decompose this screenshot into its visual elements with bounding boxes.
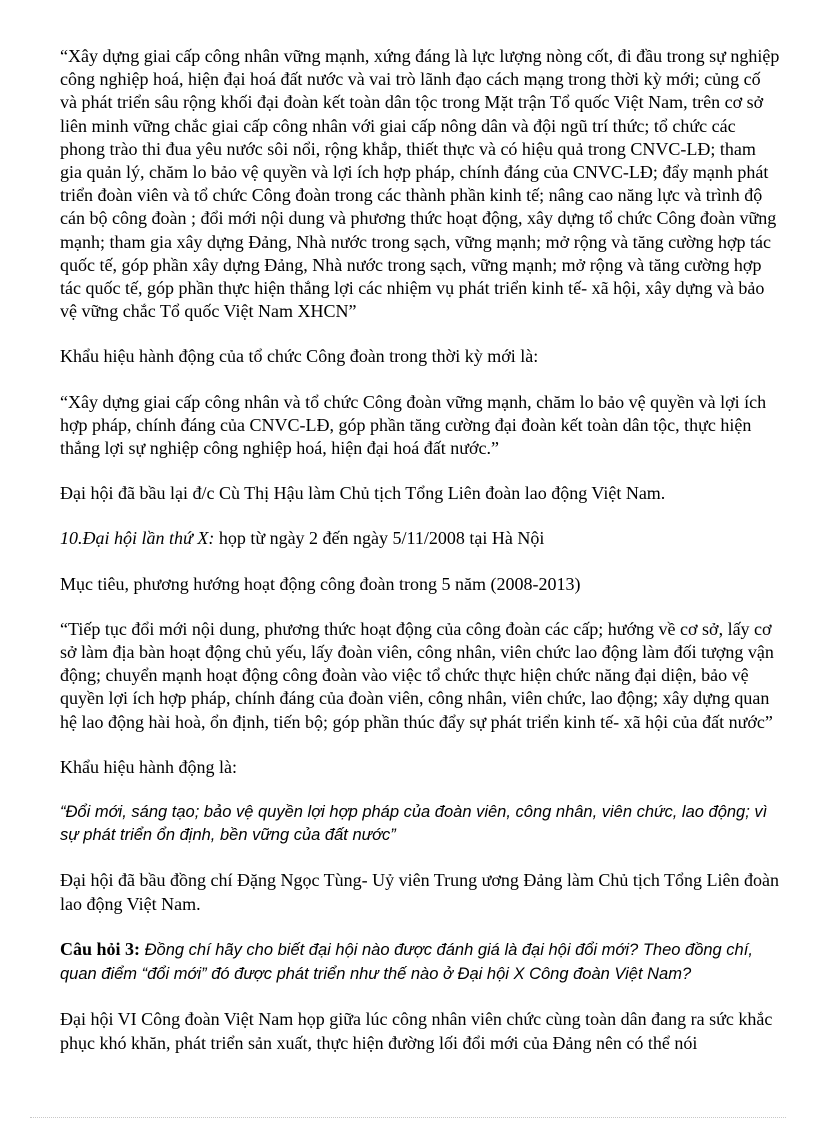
paragraph-slogan-ix: “Xây dựng giai cấp công nhân và tổ chức Công đoàn vững mạnh, chăm lo bảo vệ quyền và lợi ích hợp pháp, chính đáng của CNVC-LĐ, góp phần tăng cường đại đoàn kết toàn dân tộc, thực hiện thắng lợi sự nghiệp công nghiệp hoá, hiện đại hoá đất nước.”	[60, 391, 767, 459]
congress-x-label: 10.Đại hội lần thứ X:	[60, 528, 215, 549]
paragraph-congress-x-heading	[60, 527, 780, 550]
question-3-text: Đồng chí hãy cho biết đại hội nào được đánh giá là đại hội đổi mới? Theo đồng chí, quan điểm “đổi mới” đó được phát triển như thế nào ở Đại hội X Công đoàn Việt Nam?	[60, 940, 753, 984]
paragraph-goals-x: “Tiếp tục đổi mới nội dung, phương thức hoạt động của công đoàn các cấp; hướng về cơ sở, lấy cơ sở làm địa bàn hoạt động chủ yếu, lấy đoàn viên, công nhân, viên chức lao động làm đối tượng vận động; chuyển mạnh hoạt động công đoàn vào việc tổ chức thực hiện chức năng đại diện, bảo vệ quyền lợi ích hợp pháp, chính đáng của đoàn viên, công nhân, viên chức, lao động; xây dựng quan hệ lao động hài hoà, ổn định, tiến bộ; góp phần thúc đẩy sự phát triển kinh tế- xã hội của đất nước”	[60, 618, 774, 732]
paragraph-slogan-x-intro: Khẩu hiệu hành động là:	[60, 756, 237, 777]
paragraph-election-x: Đại hội đã bầu đồng chí Đặng Ngọc Tùng- Uỷ viên Trung ương Đảng làm Chủ tịch Tổng Liên đoàn lao động Việt Nam.	[60, 870, 780, 914]
page-bottom-rule	[30, 1117, 786, 1118]
question-3-label: Câu hỏi 3:	[60, 938, 141, 959]
document-page	[60, 45, 780, 1077]
paragraph-answer-3: Đại hội VI Công đoàn Việt Nam họp giữa lúc công nhân viên chức cùng toàn dân đang ra sức khắc phục khó khăn, phát triển sản xuất, thực hiện đường lối đổi mới của Đảng nên có thể nói	[60, 1009, 773, 1053]
paragraph-election-ix: Đại hội đã bầu lại đ/c Cù Thị Hậu làm Chủ tịch Tổng Liên đoàn lao động Việt Nam.	[60, 483, 666, 504]
paragraph-goals-x-heading: Mục tiêu, phương hướng hoạt động công đoàn trong 5 năm (2008-2013)	[60, 573, 581, 594]
congress-x-date: họp từ ngày 2 đến ngày 5/11/2008 tại Hà Nội	[214, 528, 545, 549]
paragraph-question-3	[60, 938, 780, 986]
paragraph-slogan-x: “Đổi mới, sáng tạo; bảo vệ quyền lợi hợp pháp của đoàn viên, công nhân, viên chức, lao động; vì sự phát triển ổn định, bền vững của đất nước”	[60, 803, 768, 845]
paragraph-slogan-intro: Khẩu hiệu hành động của tổ chức Công đoàn trong thời kỳ mới là:	[60, 346, 539, 367]
paragraph-congress-ix-goals: “Xây dựng giai cấp công nhân vững mạnh, xứng đáng là lực lượng nòng cốt, đi đầu trong sự nghiệp công nghiệp hoá, hiện đại hoá đất nước và vai trò lãnh đạo cách mạng trong thời kỳ mới; củng cố và phát triển sâu rộng khối đại đoàn kết toàn dân tộc trong Mặt trận Tổ quốc Việt Nam, trên cơ sở liên minh vững chắc giai cấp công nhân với giai cấp nông dân và đội ngũ trí thức; tổ chức các phong trào thi đua yêu nước sôi nổi, rộng khắp, thiết thực và có hiệu quả trong CNVC-LĐ; tham gia quản lý, chăm lo bảo vệ quyền và lợi ích hợp pháp, chính đáng của CNVC-LĐ; đẩy mạnh phát triển đoàn viên và tổ chức Công đoàn trong các thành phần kinh tế; nâng cao năng lực và trình độ cán bộ công đoàn ; đổi mới nội dung và phương thức hoạt động, xây dựng tổ chức Công đoàn vững mạnh; tham gia xây dựng Đảng, Nhà nước trong sạch, vững mạnh; mở rộng và tăng cường hợp tác quốc tế, góp phần xây dựng Đảng, Nhà nước trong sạch, vững mạnh; mở rộng và tăng cường hợp tác quốc tế, góp phần thực hiện thắng lợi các nhiệm vụ phát triển kinh tế- xã hội, xây dựng và bảo vệ vững chắc Tổ quốc Việt Nam XHCN”	[60, 46, 780, 322]
